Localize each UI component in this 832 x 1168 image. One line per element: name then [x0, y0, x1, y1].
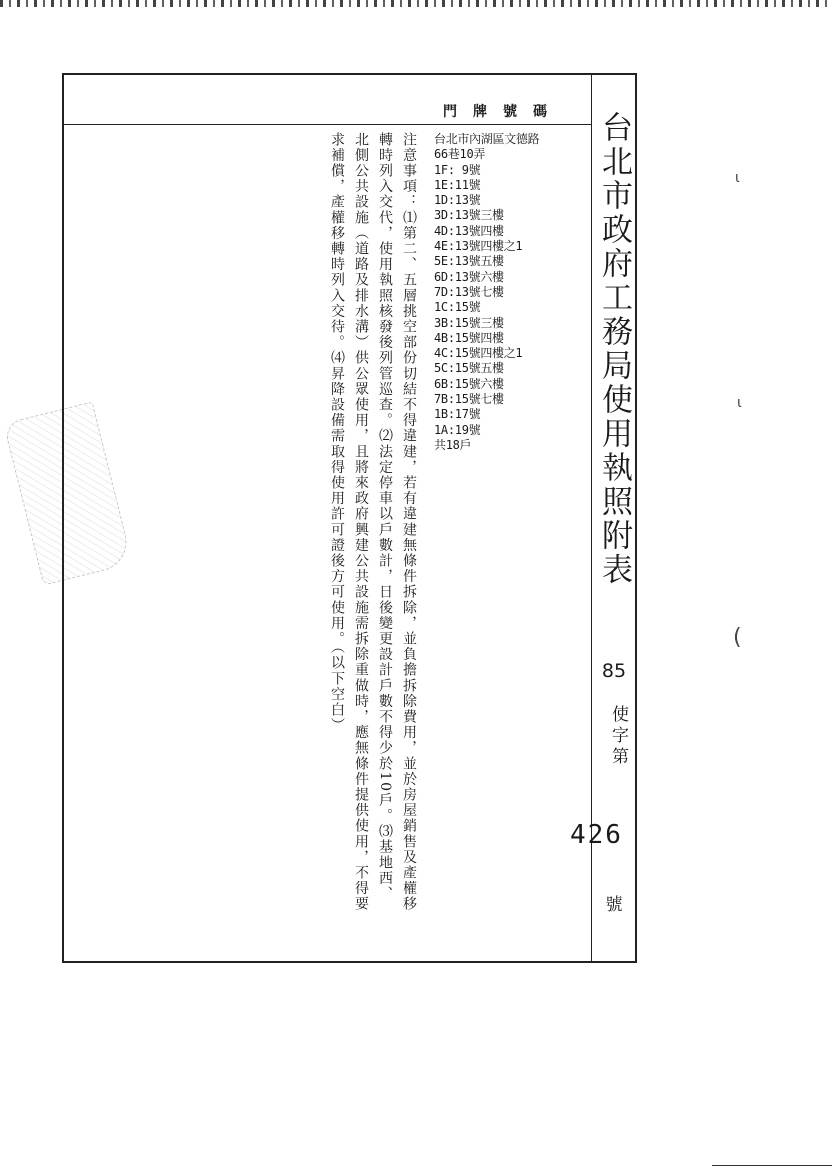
address-line: 66巷10弄 — [434, 147, 486, 162]
permit-year: 85 — [601, 660, 627, 682]
permit-number: 426 — [570, 820, 623, 850]
permit-attachment-form — [62, 73, 637, 963]
scan-edge-noise — [0, 0, 832, 7]
margin-mark: ( — [733, 625, 742, 650]
address-line: 5E:13號五樓 — [434, 254, 504, 269]
address-line: 7D:13號七樓 — [434, 284, 504, 299]
bottom-rule — [712, 1165, 832, 1166]
address-line: 1F: 9號 — [434, 162, 481, 177]
address-line: 3B:15號三樓 — [434, 315, 504, 330]
document-title: 台北市政府工務局使用執照附表 — [596, 111, 632, 587]
margin-mark: ι — [737, 395, 742, 411]
address-line: 共18戶 — [434, 437, 472, 452]
address-line: 5C:15號五樓 — [434, 361, 504, 376]
address-line: 4C:15號四樓之1 — [434, 346, 523, 361]
address-line: 1D:13號 — [434, 193, 481, 208]
margin-mark: ι — [735, 170, 740, 186]
address-list — [434, 132, 594, 453]
address-line: 6D:13號六樓 — [434, 269, 504, 284]
address-line: 1B:17號 — [434, 407, 481, 422]
address-line: 1E:11號 — [434, 177, 481, 192]
house-number-label: 門牌號碼 — [443, 104, 563, 120]
address-line: 4E:13號四樓之1 — [434, 239, 523, 254]
permit-word: 使字第 — [608, 705, 628, 768]
notes-text: 注意事項：⑴第二、五層挑空部份切結不得違建，若有違建無條件拆除，並負擔拆除費用，並於房屋銷售及產權移轉時列入交代，使用執照核發後列管巡查。⑵法定停車以戶數計，日後變更設計戶數不得少於10戶。⑶基地西、北側公共設施（道路及排水溝）供公眾使用，且將來政府興建公共設施需拆除重做時，應無條件提供使用，不得要求補償，產權移轉時列入交待。⑷昇降設備需取得使用許可證後方可使用。（以下空白） — [329, 132, 417, 912]
address-line: 1C:15號 — [434, 300, 481, 315]
address-line: 3D:13號三樓 — [434, 208, 504, 223]
permit-suffix: 號 — [605, 895, 623, 915]
address-line: 4D:13號四樓 — [434, 223, 504, 238]
header-row — [64, 75, 591, 125]
address-line: 台北市內湖區文德路 — [434, 132, 540, 146]
address-line: 7B:15號七樓 — [434, 392, 504, 407]
address-line: 1A:19號 — [434, 422, 481, 437]
title-column — [570, 75, 635, 961]
address-line: 4B:15號四樓 — [434, 330, 504, 345]
address-line: 6B:15號六樓 — [434, 376, 504, 391]
